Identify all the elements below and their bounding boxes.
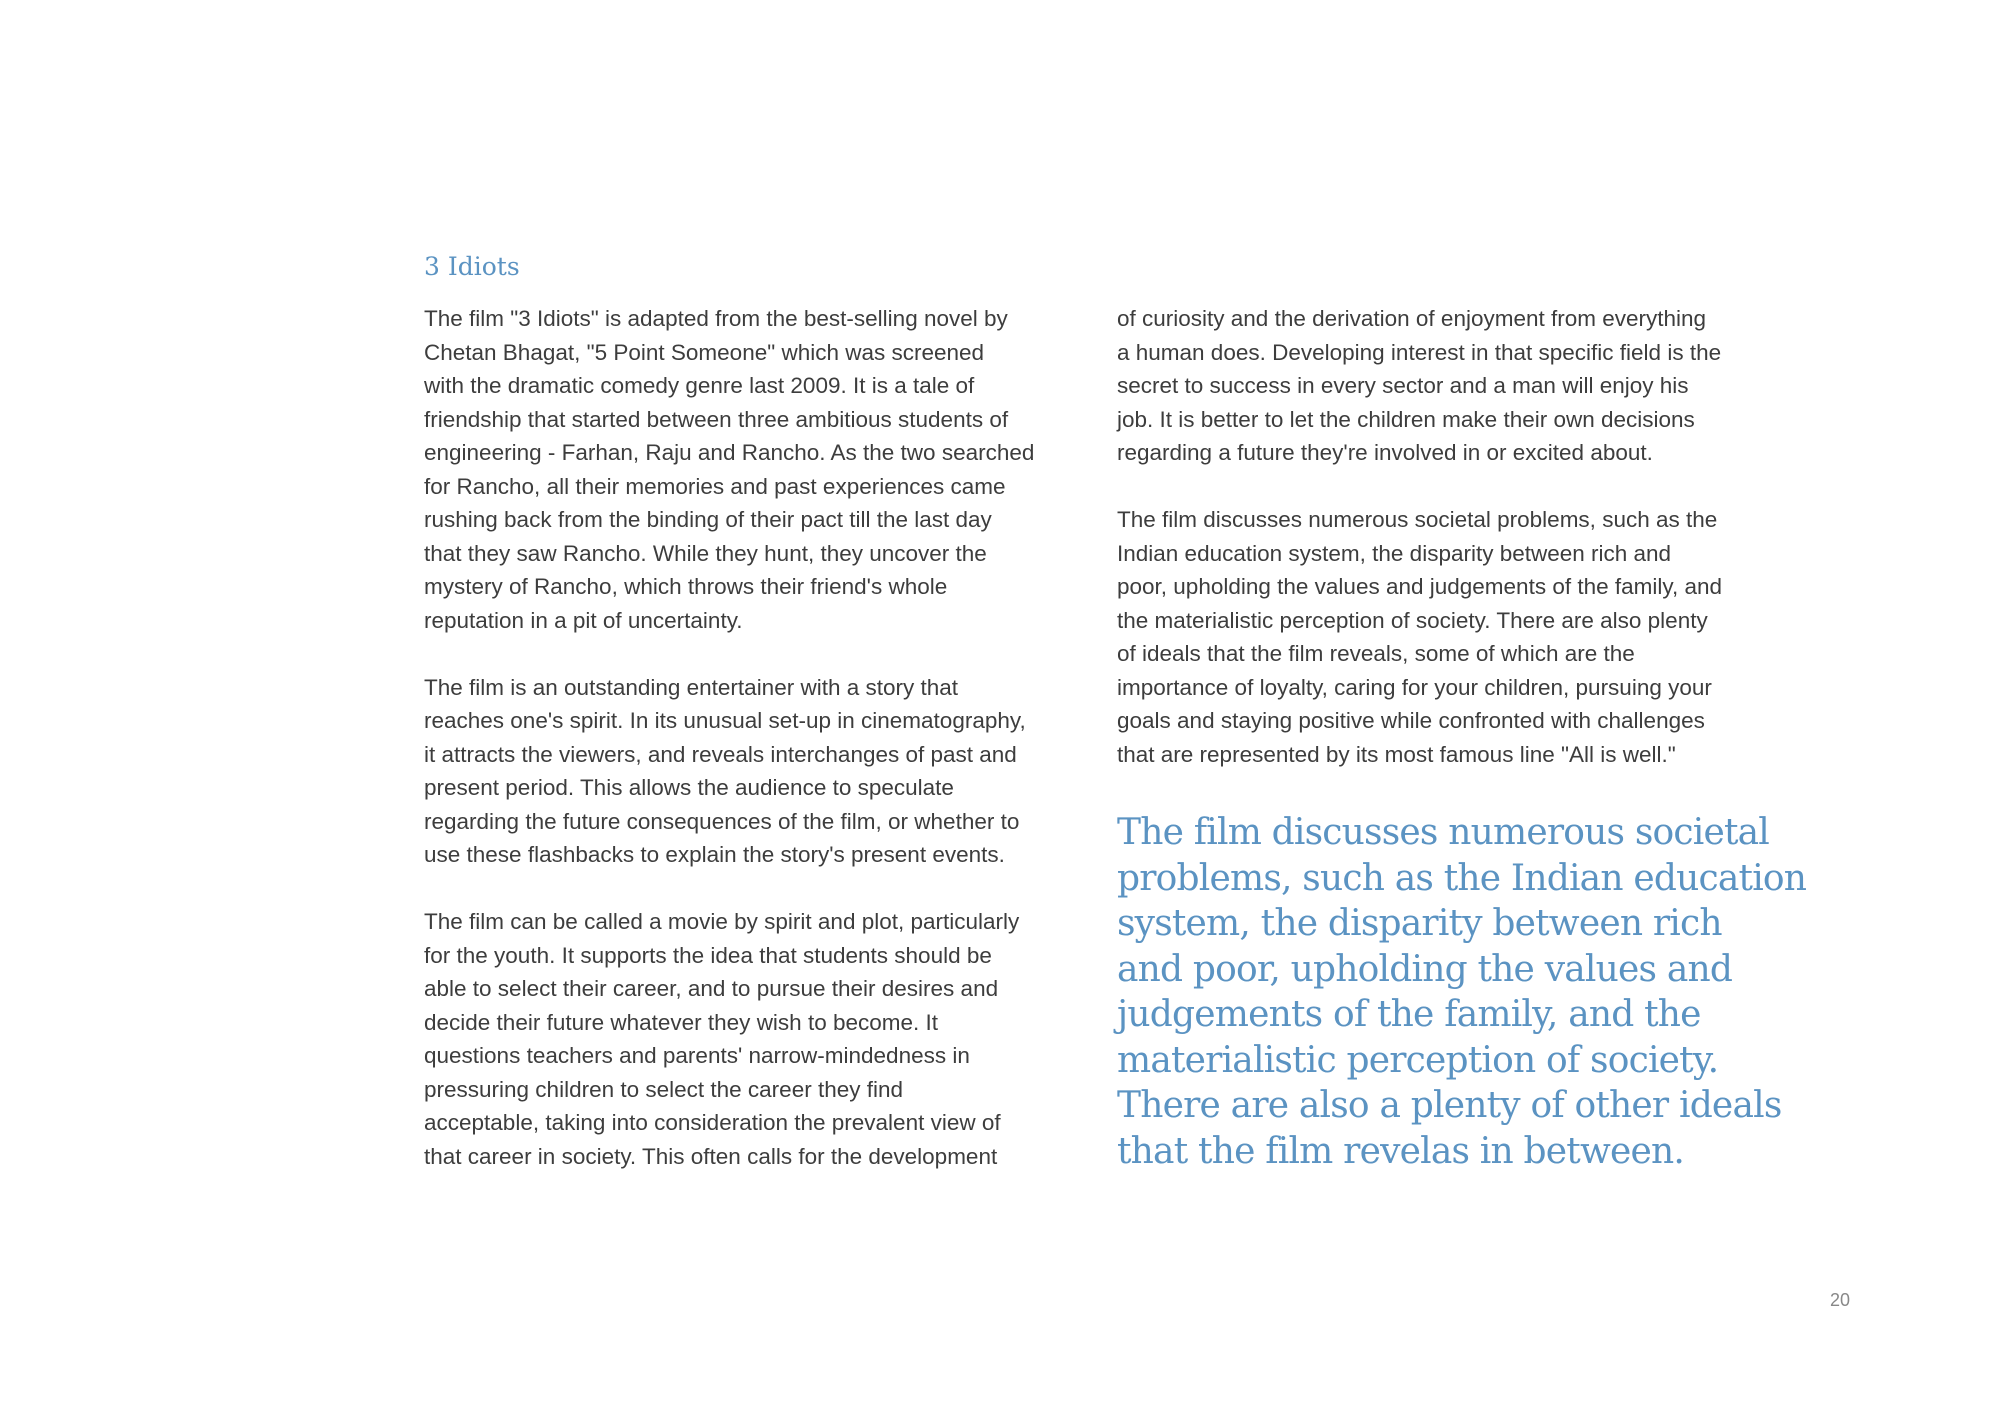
text-line: importance of loyalty, caring for your children, pursuing your xyxy=(1117,674,1712,700)
paragraph xyxy=(424,905,1069,1173)
pull-quote-line: judgements of the family, and the xyxy=(1117,994,1701,1035)
text-line: able to select their career, and to pursue their desires and xyxy=(424,976,999,1001)
text-line: goals and staying positive while confronted with challenges xyxy=(1117,708,1705,733)
pull-quote xyxy=(1117,810,1807,1174)
pull-quote-line: and poor, upholding the values and xyxy=(1117,948,1733,990)
pull-quote-line: that the film revelas in between. xyxy=(1117,1130,1685,1172)
text-line: rushing back from the binding of their pact till the last day xyxy=(424,507,992,532)
text-line: of ideals that the film reveals, some of which are the xyxy=(1117,641,1635,666)
text-line: The film can be called a movie by spirit and plot, particularly xyxy=(424,909,1020,934)
paragraph xyxy=(424,671,1069,872)
text-line: questions teachers and parents' narrow-mindedness in xyxy=(424,1043,970,1068)
text-line: poor, upholding the values and judgements of the family, and xyxy=(1117,574,1722,599)
pull-quote-line: The film discusses numerous societal xyxy=(1117,812,1770,853)
text-line: The film is an outstanding entertainer with a story that xyxy=(424,674,959,700)
text-line: The film "3 Idiots" is adapted from the best-selling novel by xyxy=(424,306,1008,331)
section-heading: 3 Idiots xyxy=(424,252,520,281)
text-line: the materialistic perception of society. There are also plenty xyxy=(1117,607,1708,633)
page-number: 20 xyxy=(1829,1290,1850,1310)
text-line: reputation in a pit of uncertainty. xyxy=(424,607,743,633)
text-line: that they saw Rancho. While they hunt, they uncover the xyxy=(424,540,987,566)
text-line: regarding the future consequences of the film, or whether to xyxy=(424,808,1020,834)
text-line: that career in society. This often calls for the development xyxy=(424,1143,998,1169)
text-line: a human does. Developing interest in that specific field is the xyxy=(1117,339,1722,365)
pull-quote-line: problems, such as the Indian education xyxy=(1117,857,1807,899)
text-line: Chetan Bhagat, "5 Point Someone" which was screened xyxy=(424,339,985,365)
text-line: of curiosity and the derivation of enjoyment from everything xyxy=(1117,306,1707,331)
text-line: present period. This allows the audience to speculate xyxy=(424,775,954,800)
text-line: for Rancho, all their memories and past experiences came xyxy=(424,473,1006,499)
text-line: that are represented by its most famous line "All is well." xyxy=(1117,741,1676,767)
text-line: use these flashbacks to explain the story's present events. xyxy=(424,842,1005,867)
text-line: with the dramatic comedy genre last 2009. It is a tale of xyxy=(424,373,975,398)
text-line: reaches one's spirit. In its unusual set-up in cinematography, xyxy=(424,708,1026,733)
pull-quote-line: There are also a plenty of other ideals xyxy=(1117,1085,1782,1126)
text-line: for the youth. It supports the idea that students should be xyxy=(424,942,992,968)
text-line: regarding a future they're involved in or excited about. xyxy=(1117,440,1653,465)
paragraph xyxy=(1117,302,1762,470)
text-line: job. It is better to let the children make their own decisions xyxy=(1117,406,1695,432)
text-line: it attracts the viewers, and reveals interchanges of past and xyxy=(424,741,1017,767)
paragraph xyxy=(1117,503,1762,771)
paragraph xyxy=(424,302,1069,637)
text-line: decide their future whatever they wish to become. It xyxy=(424,1009,939,1035)
text-line: secret to success in every sector and a man will enjoy his xyxy=(1117,373,1689,398)
text-line: pressuring children to select the career they find xyxy=(424,1076,904,1102)
text-line: The film discusses numerous societal problems, such as the xyxy=(1117,507,1718,532)
left-text-column xyxy=(424,302,1069,1173)
pull-quote-line: system, the disparity between rich xyxy=(1117,903,1722,944)
pull-quote-line: materialistic perception of society. xyxy=(1117,1039,1719,1081)
text-line: friendship that started between three ambitious students of xyxy=(424,406,1009,432)
text-line: Indian education system, the disparity between rich and xyxy=(1117,540,1672,566)
text-line: acceptable, taking into consideration the prevalent view of xyxy=(424,1110,1001,1135)
text-line: mystery of Rancho, which throws their friend's whole xyxy=(424,574,948,599)
right-text-column xyxy=(1117,302,1762,771)
text-line: engineering - Farhan, Raju and Rancho. As the two searched xyxy=(424,440,1035,465)
